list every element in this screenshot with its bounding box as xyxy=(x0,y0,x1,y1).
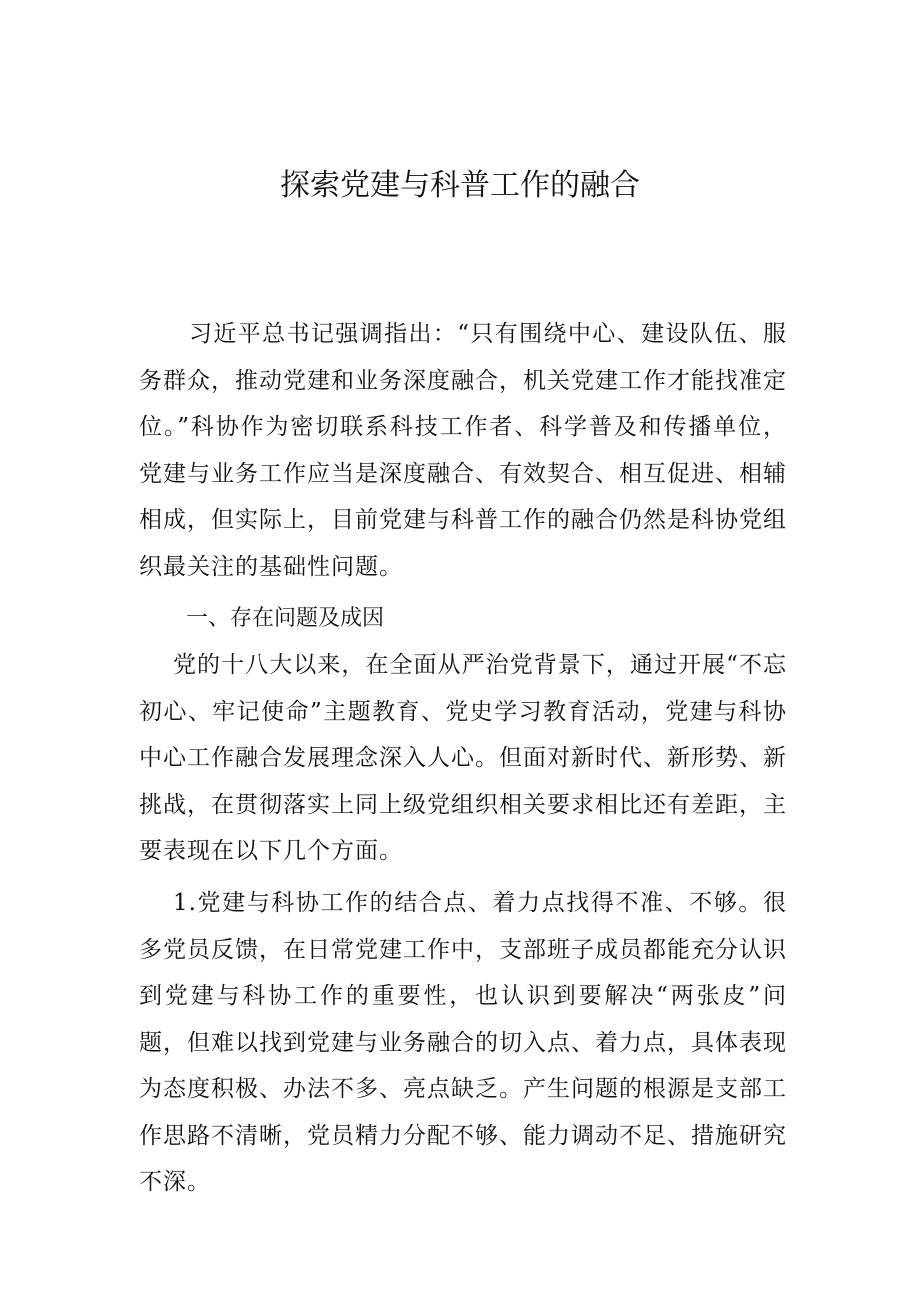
intro-paragraph: 习近平总书记强调指出：“只有围绕中心、建设队伍、服务群众，推动党建和业务深度融合，机关党建工作才能找准定位。”科协作为密切联系科技工作者、科学普及和传播单位，党建与业务工作应当是深度融合、有效契合、相互促进、相辅相成，但实际上，目前党建与科普工作的融合仍然是科协党组织最关注的基础性问题。 xyxy=(139,321,787,580)
section-heading: 一、存在问题及成因 xyxy=(186,606,385,631)
numbered-item-paragraph: 1.党建与科协工作的结合点、着力点找得不准、不够。很多党员反馈，在日常党建工作中，支部班子成员都能充分认识到党建与科协工作的重要性，也认识到要解决“两张皮”问题，但难以找到党建与业务融合的切入点、着力点，具体表现为态度积极、办法不多、亮点缺乏。产生问题的根源是支部工作思路不清晰，党员精力分配不够、能力调动不足、措施研究不深。 xyxy=(139,890,787,1195)
section-body-paragraph: 党的十八大以来，在全面从严治党背景下，通过开展“不忘初心、牢记使命”主题教育、党史学习教育活动，党建与科协中心工作融合发展理念深入人心。但面对新时代、新形势、新挑战，在贯彻落实上同上级党组织相关要求相比还有差距，主要表现在以下几个方面。 xyxy=(139,652,787,864)
document-title: 探索党建与科普工作的融合 xyxy=(280,168,640,203)
